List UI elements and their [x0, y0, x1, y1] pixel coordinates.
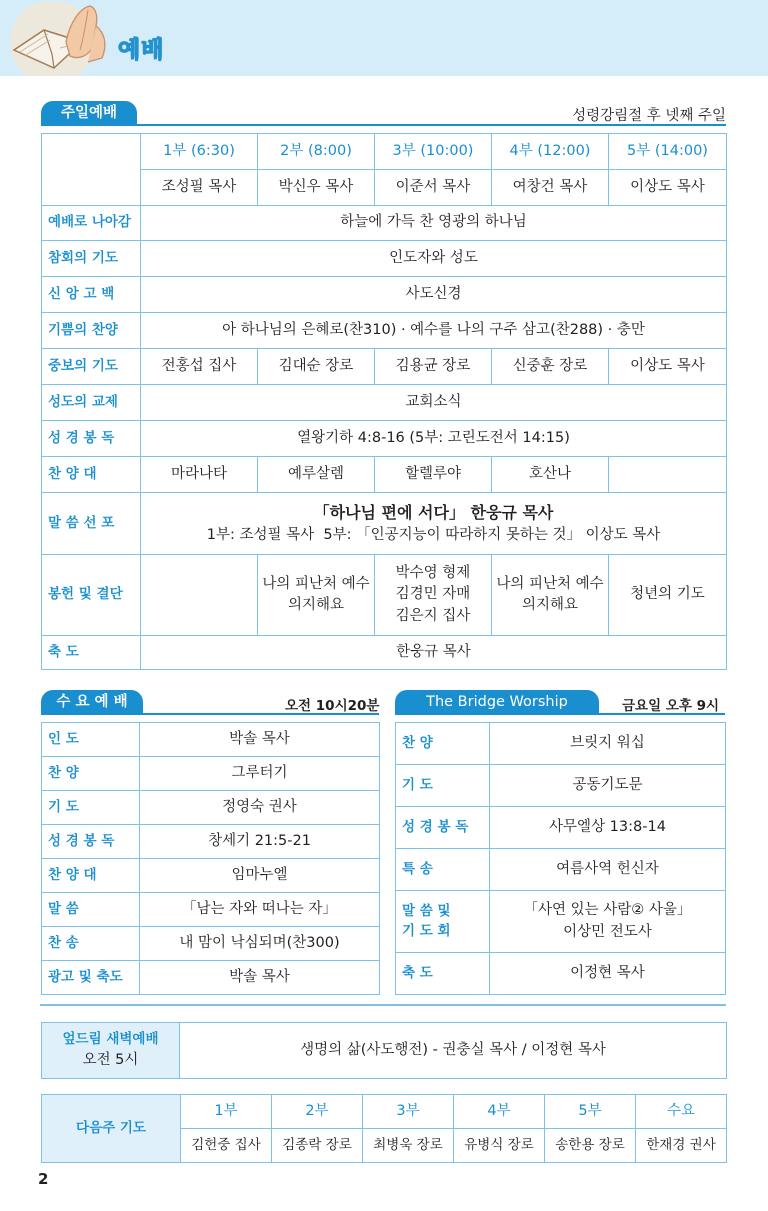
next-week-service-3: 3부	[363, 1095, 454, 1129]
offering-2: 나의 피난처 예수 의지해요	[258, 555, 375, 636]
bridge-table	[395, 722, 726, 995]
wed-scripture-label: 성 경 봉 독	[42, 825, 140, 859]
offering-4: 나의 피난처 예수 의지해요	[492, 555, 609, 636]
bridge-praise-label: 찬 양	[396, 723, 490, 765]
offering-1	[141, 555, 258, 636]
joy-value: 아 하나님의 은혜로(찬310) · 예수를 나의 구주 삼고(찬288) · 충만	[141, 313, 727, 349]
wed-sermon-label: 말 씀	[42, 893, 140, 927]
next-week-service-2: 2부	[272, 1095, 363, 1129]
service-1-minister: 조성필 목사	[141, 170, 258, 206]
approach-label: 예배로 나아감	[42, 206, 141, 241]
next-week-person-5: 송한용 장로	[545, 1129, 636, 1163]
bridge-praise-value: 브릿지 워십	[490, 723, 726, 765]
fellowship-value: 교회소식	[141, 385, 727, 421]
next-week-person-1: 김헌중 집사	[181, 1129, 272, 1163]
wed-choir-label: 찬 양 대	[42, 859, 140, 893]
next-week-person-wed: 한재경 권사	[636, 1129, 727, 1163]
bridge-blessing-label: 축 도	[396, 953, 490, 995]
intercession-1: 전홍섭 집사	[141, 349, 258, 385]
sermon-title: 「하나님 편에 서다」 한웅규 목사	[313, 503, 554, 523]
wednesday-table	[41, 722, 380, 995]
offering-5: 청년의 기도	[609, 555, 727, 636]
creed-value: 사도신경	[141, 277, 727, 313]
wed-scripture-value: 창세기 21:5-21	[140, 825, 380, 859]
joy-label: 기쁨의 찬양	[42, 313, 141, 349]
wed-praise-value: 그루터기	[140, 757, 380, 791]
wed-prayer-label: 기 도	[42, 791, 140, 825]
service-2-header: 2부 (8:00)	[258, 134, 375, 170]
next-week-person-3: 최병욱 장로	[363, 1129, 454, 1163]
corner-cell	[42, 134, 141, 206]
next-week-service-1: 1부	[181, 1095, 272, 1129]
choir-2: 예루살렘	[258, 457, 375, 493]
wed-lead-value: 박솔 목사	[140, 723, 380, 757]
scripture-label: 성 경 봉 독	[42, 421, 141, 457]
intercession-4: 신중훈 장로	[492, 349, 609, 385]
dawn-label-cell	[42, 1023, 180, 1079]
bridge-special-label: 특 송	[396, 849, 490, 891]
service-4-header: 4부 (12:00)	[492, 134, 609, 170]
intercession-3: 김용균 장로	[375, 349, 492, 385]
wed-choir-value: 임마누엘	[140, 859, 380, 893]
service-2-minister: 박신우 목사	[258, 170, 375, 206]
bridge-scripture-value: 사무엘상 13:8-14	[490, 807, 726, 849]
offering-label: 봉헌 및 결단	[42, 555, 141, 636]
bridge-special-value: 여름사역 헌신자	[490, 849, 726, 891]
header-band	[0, 0, 768, 76]
dawn-label: 엎드림 새벽예배	[62, 1031, 159, 1048]
sunday-order-table	[41, 133, 727, 670]
bridge-sermon-label: 말 씀 및 기 도 회	[396, 891, 490, 953]
bridge-scripture-label: 성 경 봉 독	[396, 807, 490, 849]
confession-label: 참회의 기도	[42, 241, 141, 277]
tab-sunday-worship: 주일예배	[41, 101, 137, 125]
praying-hands-bible-icon	[4, 2, 114, 76]
fellowship-label: 성도의 교제	[42, 385, 141, 421]
intercession-5: 이상도 목사	[609, 349, 727, 385]
blessing-value: 한웅규 목사	[141, 636, 727, 670]
sermon-subtitle: 1부: 조성필 목사 5부: 「인공지능이 따라하지 못하는 것」 이상도 목사	[206, 526, 661, 543]
choir-3: 할렐루야	[375, 457, 492, 493]
service-5-minister: 이상도 목사	[609, 170, 727, 206]
wed-sermon-value: 「남는 자와 떠나는 자」	[140, 893, 380, 927]
service-4-minister: 여창건 목사	[492, 170, 609, 206]
next-week-label: 다음주 기도	[42, 1095, 181, 1163]
choir-label: 찬 양 대	[42, 457, 141, 493]
approach-value: 하늘에 가득 찬 영광의 하나님	[141, 206, 727, 241]
bridge-time: 금요일 오후 9시	[622, 698, 720, 714]
next-week-person-4: 유병식 장로	[454, 1129, 545, 1163]
sermon-label: 말 씀 선 포	[42, 493, 141, 555]
wed-announce-label: 광고 및 축도	[42, 961, 140, 995]
service-3-minister: 이준서 목사	[375, 170, 492, 206]
choir-1: 마라나타	[141, 457, 258, 493]
blessing-label: 축 도	[42, 636, 141, 670]
bridge-blessing-value: 이정현 목사	[490, 953, 726, 995]
wed-praise-label: 찬 양	[42, 757, 140, 791]
service-3-header: 3부 (10:00)	[375, 134, 492, 170]
next-week-service-wed: 수요	[636, 1095, 727, 1129]
page-title: 예배	[118, 37, 165, 63]
next-week-person-2: 김종락 장로	[272, 1129, 363, 1163]
bridge-prayer-label: 기 도	[396, 765, 490, 807]
next-week-service-4: 4부	[454, 1095, 545, 1129]
wed-announce-value: 박솔 목사	[140, 961, 380, 995]
dawn-time: 오전 5시	[82, 1051, 139, 1068]
choir-5	[609, 457, 727, 493]
sermon-cell	[141, 493, 727, 555]
dawn-worship-table	[41, 1022, 727, 1079]
wed-prayer-value: 정영숙 권사	[140, 791, 380, 825]
tab-bridge-worship: The Bridge Worship	[395, 690, 599, 714]
creed-label: 신 앙 고 백	[42, 277, 141, 313]
choir-4: 호산나	[492, 457, 609, 493]
bridge-sermon-value: 「사연 있는 사람② 사울」 이상민 전도사	[490, 891, 726, 953]
bridge-prayer-value: 공동기도문	[490, 765, 726, 807]
next-week-prayer-table	[41, 1094, 727, 1163]
intercession-2: 김대순 장로	[258, 349, 375, 385]
intercession-label: 중보의 기도	[42, 349, 141, 385]
scripture-value: 열왕기하 4:8-16 (5부: 고린도전서 14:15)	[141, 421, 727, 457]
service-1-header: 1부 (6:30)	[141, 134, 258, 170]
dawn-value: 생명의 삶(사도행전) - 권충실 목사 / 이정현 목사	[180, 1023, 727, 1079]
liturgical-season: 성령강림절 후 넷째 주일	[572, 108, 726, 124]
section-divider	[40, 1004, 726, 1006]
wednesday-time: 오전 10시20분	[285, 698, 380, 714]
next-week-service-5: 5부	[545, 1095, 636, 1129]
wed-hymn-label: 찬 송	[42, 927, 140, 961]
tab-wednesday-worship: 수 요 예 배	[41, 690, 143, 714]
service-5-header: 5부 (14:00)	[609, 134, 727, 170]
wed-hymn-value: 내 맘이 낙심되며(찬300)	[140, 927, 380, 961]
confession-value: 인도자와 성도	[141, 241, 727, 277]
page-number: 2	[38, 1170, 49, 1188]
offering-3: 박수영 형제 김경민 자매 김은지 집사	[375, 555, 492, 636]
wed-lead-label: 인 도	[42, 723, 140, 757]
